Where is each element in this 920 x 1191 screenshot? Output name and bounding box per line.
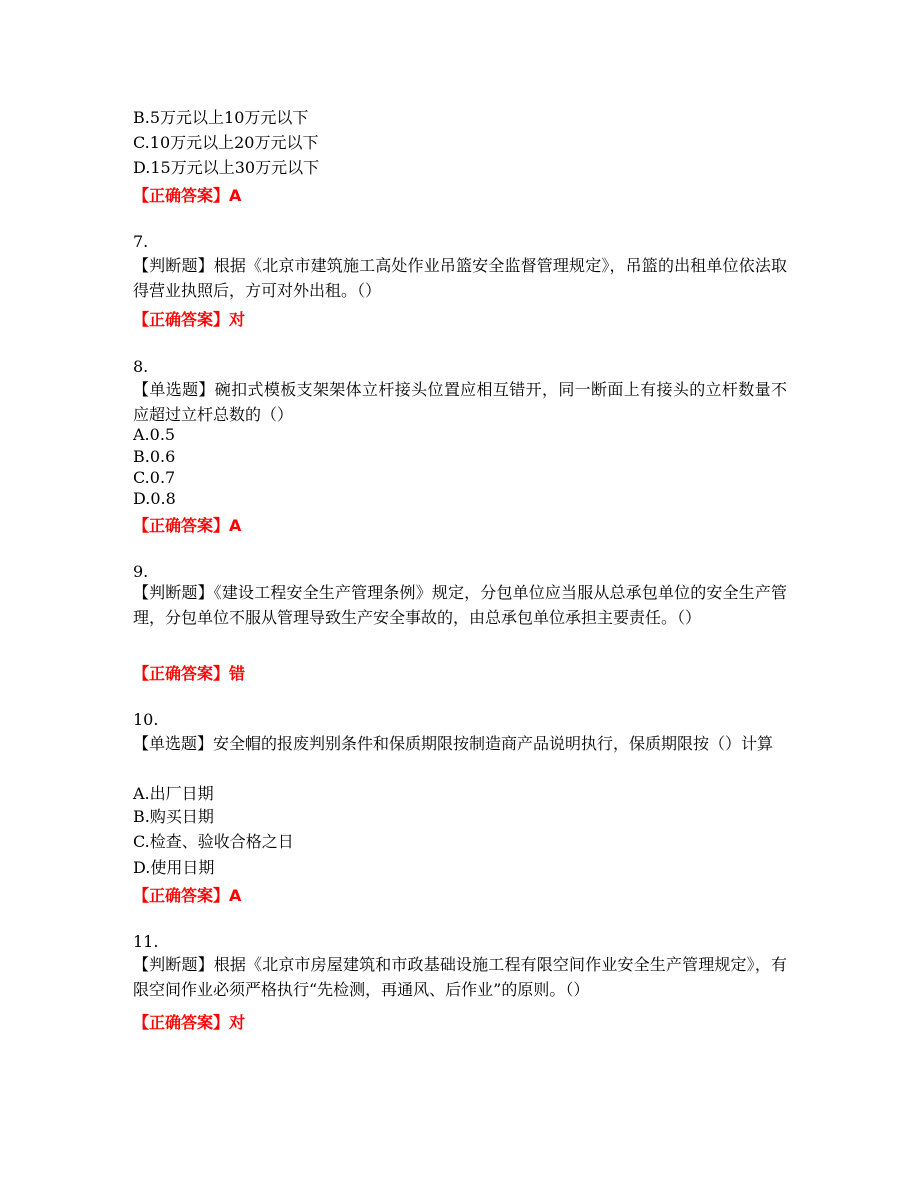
question-number: 9. xyxy=(133,562,149,581)
answer-line: 【正确答案】错 xyxy=(133,664,246,683)
answer-line: 【正确答案】对 xyxy=(133,310,246,329)
question-text: 【判断题】《建设工程安全生产管理条例》规定，分包单位应当服从总承包单位的安全生产管理，分包单位不服从管理导致生产安全事故的，由总承包单位承担主要责任。（） xyxy=(133,583,787,627)
answer-line: 【正确答案】A xyxy=(133,886,242,905)
option-line: A.出厂日期 xyxy=(133,784,214,803)
question-number: 10. xyxy=(133,710,159,729)
question-number: 7. xyxy=(133,232,149,251)
option-line: C.0.7 xyxy=(133,468,176,487)
option-line: D.使用日期 xyxy=(133,858,215,877)
question-number: 11. xyxy=(133,932,159,951)
question-text: 【判断题】根据《北京市房屋建筑和市政基础设施工程有限空间作业安全生产管理规定》，有限空间作业必须严格执行“先检测，再通风、后作业”的原则。（） xyxy=(133,955,787,999)
question-text: 【单选题】安全帽的报废判别条件和保质期限按制造商产品说明执行，保质期限按（）计算 xyxy=(133,734,774,753)
option-line: C.10万元以上20万元以下 xyxy=(133,133,319,152)
question-number: 8. xyxy=(133,357,149,376)
option-line: C.检查、验收合格之日 xyxy=(133,832,294,851)
option-line: B.5万元以上10万元以下 xyxy=(133,108,309,127)
question-text: 【单选题】碗扣式模板支架架体立杆接头位置应相互错开，同一断面上有接头的立杆数量不应超过立杆总数的（） xyxy=(133,380,787,424)
option-line: D.0.8 xyxy=(133,489,176,508)
answer-line: 【正确答案】A xyxy=(133,516,242,535)
option-line: B.0.6 xyxy=(133,447,176,466)
option-line: D.15万元以上30万元以下 xyxy=(133,158,320,177)
answer-line: 【正确答案】对 xyxy=(133,1013,246,1032)
option-line: A.0.5 xyxy=(133,425,176,444)
option-line: B.购买日期 xyxy=(133,807,214,826)
answer-line: 【正确答案】A xyxy=(133,186,242,205)
question-text: 【判断题】根据《北京市建筑施工高处作业吊篮安全监督管理规定》，吊篮的出租单位依法取得营业执照后，方可对外出租。（） xyxy=(133,256,787,300)
